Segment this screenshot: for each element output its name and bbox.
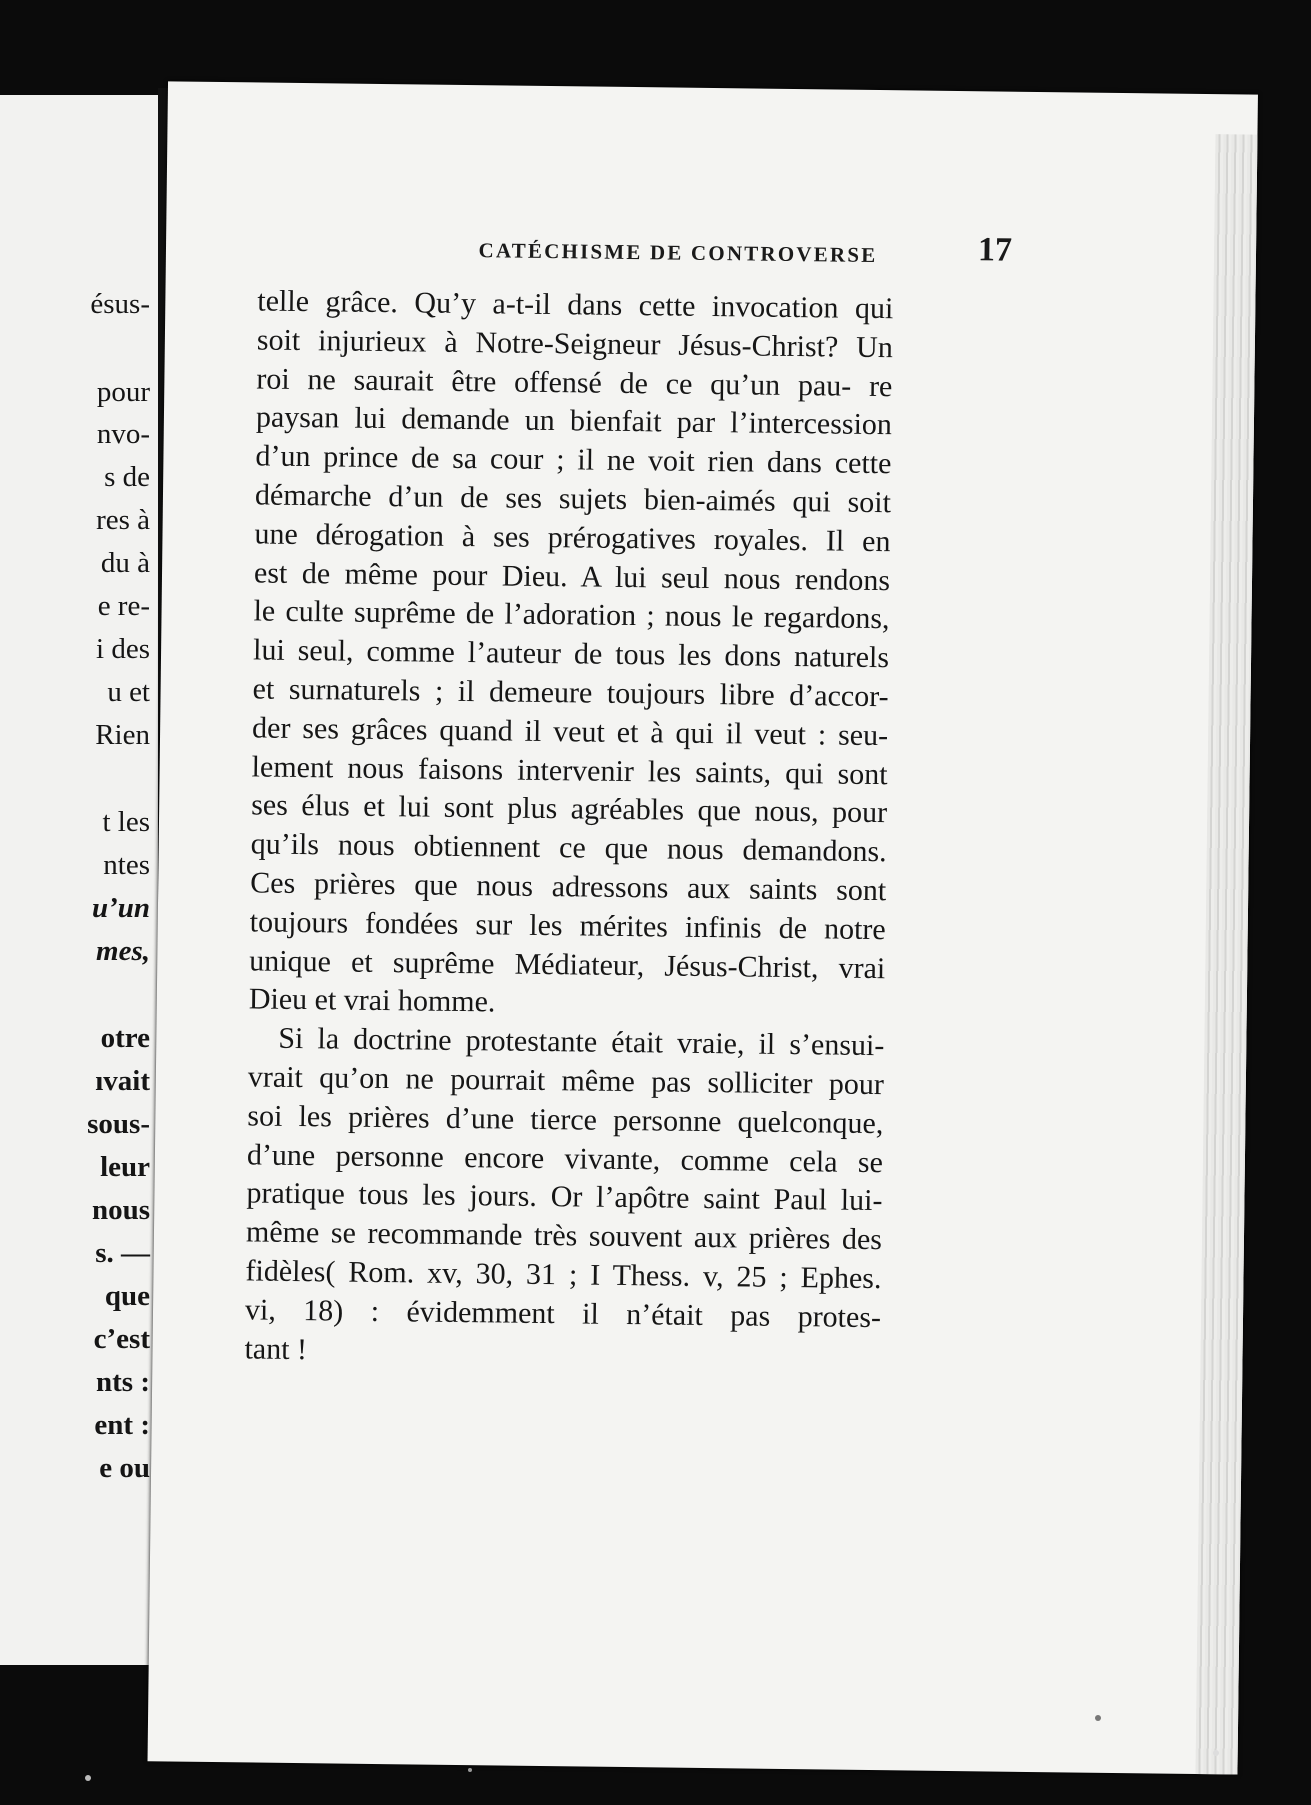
left-page-line: nous <box>91 1194 150 1226</box>
left-page-line: nts : <box>96 1366 150 1398</box>
left-page-line: que <box>104 1280 150 1312</box>
text-line: même se recommande très souvent aux prières des <box>245 1215 883 1257</box>
left-page-line: ıvait <box>95 1065 150 1097</box>
left-page-line: mes, <box>96 935 150 967</box>
page-number: 17 <box>977 231 1013 269</box>
text-line: le culte suprême de l’adoration ; nous le regardons, <box>253 594 890 636</box>
left-page-line: u’un <box>91 892 150 924</box>
text-line: ses élus et lui sont plus agréables que nous, pour <box>251 788 888 830</box>
text-line: pratique tous les jours. Or l’apôtre saint Paul lui- <box>246 1176 883 1218</box>
left-page-line: s de <box>104 461 150 493</box>
text-line: démarche d’un de ses sujets bien-aimés qui soit <box>254 478 892 520</box>
left-page-line: nvo- <box>96 418 150 450</box>
left-page-line: ntes <box>103 849 150 881</box>
text-line: lui seul, comme l’auteur de tous les dons naturels <box>252 633 890 675</box>
text-line: Si la doctrine protestante était vraie, il s’ensui- <box>278 1021 885 1063</box>
text-line: fidèles( Rom. xv, 30, 31 ; I Thess. v, 25 ; Ephes. <box>245 1254 882 1296</box>
left-page-line: c’est <box>93 1323 150 1355</box>
text-line: vi, 18) : évidemment il n’était pas protes- <box>244 1293 882 1334</box>
left-page-line: res à <box>96 504 150 536</box>
text-line: une dérogation à ses prérogatives royales. Il en <box>254 517 891 558</box>
text-line: vrait qu’on ne pourrait même pas solliciter pour <box>247 1060 885 1102</box>
text-line: est de même pour Dieu. A lui seul nous rendons <box>253 556 891 597</box>
text-line: roi ne saurait être offensé de ce qu’un pau- re <box>256 362 893 403</box>
speck <box>468 1768 472 1772</box>
left-page-line: Rien <box>95 719 150 751</box>
text-line: tant ! <box>244 1331 308 1366</box>
text-line: soi les prières d’une tierce personne quelconque, <box>247 1099 884 1140</box>
text-line: toujours fondées sur les mérites infinis de notre <box>249 905 886 946</box>
text-line: paysan lui demande un bienfait par l’intercession <box>255 400 893 442</box>
left-page-line: ent : <box>94 1409 150 1441</box>
text-line: et surnaturels ; il demeure toujours libre d’accor- <box>252 672 889 714</box>
text-line: unique et suprême Médiateur, Jésus-Christ, vrai <box>249 943 886 985</box>
speck <box>85 1775 91 1781</box>
left-page-line: s. — <box>95 1237 150 1269</box>
text-line: Dieu et vrai homme. <box>248 982 496 1019</box>
text-line: lement nous faisons intervenir les saints, qui sont <box>251 749 888 791</box>
text-line: Ces prières que nous adressons aux saints sont <box>250 866 887 908</box>
text-line: qu’ils nous obtiennent ce que nous demandons. <box>250 827 887 869</box>
left-page-line: otre <box>100 1022 150 1054</box>
left-page-line: leur <box>100 1151 150 1183</box>
left-page-line: u et <box>107 676 150 708</box>
running-head: CATÉCHISME DE CONTROVERSE <box>478 238 878 268</box>
left-page-line: du à <box>100 547 150 579</box>
text-line: d’un prince de sa cour ; il ne voit rien dans cette <box>255 439 892 481</box>
left-page-line: t les <box>102 806 150 838</box>
left-page-line: e re- <box>97 590 150 622</box>
left-page-line: sous- <box>87 1108 150 1140</box>
left-page-line: e ou <box>99 1452 150 1484</box>
text-line: der ses grâces quand il veut et à qui il veut : seu- <box>251 711 889 752</box>
text-line: telle grâce. Qu’y a-t-il dans cette invocation qui <box>257 284 894 326</box>
text-line: d’une personne encore vivante, comme cela se <box>246 1137 884 1179</box>
left-page-line: i des <box>96 633 150 665</box>
speck <box>1213 1750 1219 1756</box>
left-page-line: ésus- <box>90 288 150 320</box>
speck <box>1095 1715 1101 1721</box>
left-page-line: pour <box>96 376 150 408</box>
text-line: soit injurieux à Notre-Seigneur Jésus-Christ? Un <box>256 323 894 365</box>
